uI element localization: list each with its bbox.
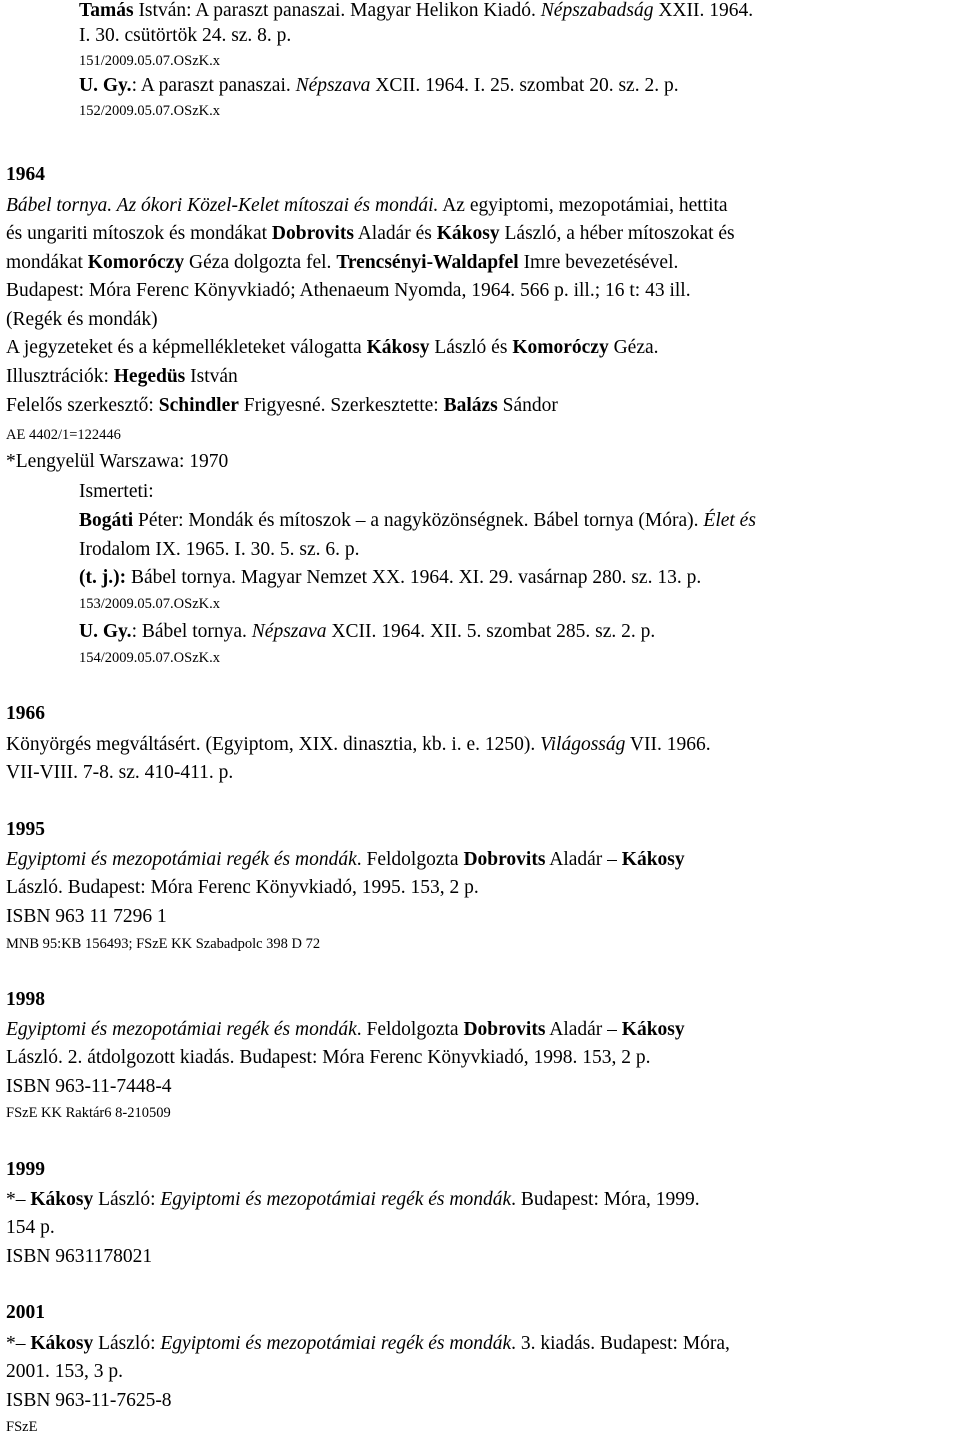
entry-line xyxy=(79,482,154,502)
year-heading xyxy=(6,990,45,1010)
text-run: *Lengyelül Warszawa: 1970 xyxy=(6,451,229,472)
text-run: Géza. xyxy=(608,337,659,358)
text-run: AE 4402/1=122446 xyxy=(6,427,121,443)
bold-text: Kákosy xyxy=(30,1333,94,1354)
text-run: Könyörgés megváltásért. (Egyiptom, XIX. dinasztia, kb. i. e. 1250). xyxy=(6,734,541,755)
text-run: Péter: Mondák és mítoszok – a nagyközönségnek. Bábel tornya (Móra). xyxy=(133,510,704,531)
italic-title: Népszava xyxy=(295,75,371,96)
text-run: 154 p. xyxy=(6,1217,55,1238)
entry-line xyxy=(6,1391,172,1411)
text-run: és ungariti mítoszok és mondákat xyxy=(6,223,272,244)
bold-text: Kákosy xyxy=(366,337,430,358)
bold-text: 1999 xyxy=(6,1159,45,1180)
year-heading xyxy=(6,1160,45,1180)
text-run: István xyxy=(185,366,238,387)
catalog-note xyxy=(6,428,121,443)
text-run: László, a héber mítoszokat és xyxy=(499,223,735,244)
text-run: . 3. kiadás. Budapest: Móra, xyxy=(511,1333,730,1354)
year-heading xyxy=(6,1303,45,1323)
entry-line xyxy=(79,540,360,560)
catalog-note xyxy=(79,651,220,666)
entry-line xyxy=(6,1362,123,1382)
entry-line xyxy=(6,1077,172,1097)
year-heading xyxy=(6,165,45,185)
bold-text: 1966 xyxy=(6,703,45,724)
bold-text: Kákosy xyxy=(30,1189,94,1210)
text-run: *– xyxy=(6,1333,31,1354)
text-run: László: xyxy=(93,1189,161,1210)
catalog-note xyxy=(6,1420,37,1435)
year-heading xyxy=(6,704,45,724)
entry-line xyxy=(6,735,711,755)
italic-title: Világosság xyxy=(540,734,626,755)
entry-line xyxy=(79,76,679,96)
text-run: Sándor xyxy=(497,395,558,416)
italic-title: Egyiptomi és mezopotámiai regék és mondák xyxy=(6,849,357,870)
text-run: : A paraszt panaszai. xyxy=(131,75,296,96)
bold-text: Balázs xyxy=(443,395,498,416)
text-run: Aladár – xyxy=(545,849,622,870)
bold-text: 1998 xyxy=(6,989,45,1010)
text-run: Irodalom IX. 1965. I. 30. 5. sz. 6. p. xyxy=(79,539,360,560)
text-run: Imre bevezetésével. xyxy=(518,252,679,273)
text-run: Bábel tornya. Magyar Nemzet XX. 1964. XI. 29. vasárnap 280. sz. 13. p. xyxy=(126,567,702,588)
bold-text: 1995 xyxy=(6,819,45,840)
text-run: László. 2. átdolgozott kiadás. Budapest: Móra Ferenc Könyvkiadó, 1998. 153, 2 p. xyxy=(6,1047,651,1068)
catalog-note xyxy=(79,104,220,119)
bold-text: Kákosy xyxy=(436,223,500,244)
bold-text: U. Gy. xyxy=(79,75,132,96)
text-run: mondákat xyxy=(6,252,88,273)
catalog-note xyxy=(79,597,220,612)
text-run: Ismerteti: xyxy=(79,481,154,502)
entry-line xyxy=(6,396,558,416)
text-run: 2001. 153, 3 p. xyxy=(6,1361,123,1382)
text-run: László és xyxy=(429,337,513,358)
text-run: Aladár és xyxy=(353,223,437,244)
entry-line xyxy=(79,511,756,531)
text-run: . Budapest: Móra, 1999. xyxy=(511,1189,700,1210)
bold-text: 2001 xyxy=(6,1302,45,1323)
text-run: Géza dolgozta fel. xyxy=(184,252,337,273)
bold-text: Trencsényi-Waldapfel xyxy=(336,252,519,273)
text-run: Aladár – xyxy=(545,1019,622,1040)
text-run: Az egyiptomi, mezopotámiai, hettita xyxy=(438,195,728,216)
text-run: Budapest: Móra Ferenc Könyvkiadó; Athenaeum Nyomda, 1964. 566 p. ill.; 16 t: 43 ill. xyxy=(6,280,691,301)
entry-line xyxy=(6,907,167,927)
entry-line xyxy=(79,568,701,588)
bold-text: 1964 xyxy=(6,164,45,185)
entry-line xyxy=(6,452,228,472)
bold-text: Tamás xyxy=(79,0,134,21)
entry-line xyxy=(6,850,685,870)
text-run: István: A paraszt panaszai. Magyar Helikon Kiadó. xyxy=(133,0,541,21)
bold-text: (t. j.): xyxy=(79,567,127,588)
year-heading xyxy=(6,820,45,840)
text-run: VII. 1966. xyxy=(625,734,711,755)
text-run: VII-VIII. 7-8. sz. 410-411. p. xyxy=(6,762,234,783)
entry-line xyxy=(6,1190,700,1210)
bold-text: Kákosy xyxy=(621,849,685,870)
catalog-note xyxy=(6,1106,171,1121)
text-run: László: xyxy=(93,1333,161,1354)
text-run: : Bábel tornya. xyxy=(131,621,252,642)
italic-title: Népszabadság xyxy=(540,0,654,21)
bold-text: Hegedüs xyxy=(113,366,186,387)
italic-title: Bábel tornya. Az ókori Közel-Kelet mítoszai és mondái. xyxy=(6,195,439,216)
entry-line xyxy=(6,224,735,244)
bold-text: Dobrovits xyxy=(463,1019,546,1040)
text-run: FSzE KK Raktár6 8-210509 xyxy=(6,1105,171,1121)
entry-line xyxy=(6,253,678,273)
text-run: XCII. 1964. XII. 5. szombat 285. sz. 2. p. xyxy=(326,621,656,642)
text-run: 152/2009.05.07.OSzK.x xyxy=(79,103,220,119)
bold-text: Kákosy xyxy=(621,1019,685,1040)
bold-text: Komoróczy xyxy=(512,337,609,358)
italic-title: Népszava xyxy=(251,621,327,642)
text-run: ISBN 963 11 7296 1 xyxy=(6,906,167,927)
catalog-note xyxy=(6,937,320,952)
text-run: 154/2009.05.07.OSzK.x xyxy=(79,650,220,666)
text-run: MNB 95:KB 156493; FSzE KK Szabadpolc 398 D 72 xyxy=(6,936,321,952)
entry-line xyxy=(6,1048,650,1068)
entry-line xyxy=(6,281,691,301)
text-run: Frigyesné. Szerkesztette: xyxy=(238,395,444,416)
entry-line xyxy=(79,26,291,46)
text-run: XXII. 1964. xyxy=(653,0,754,21)
text-run: ISBN 963-11-7625-8 xyxy=(6,1390,172,1411)
text-run: . Feldolgozta xyxy=(356,849,464,870)
entry-line xyxy=(6,878,479,898)
bold-text: Komoróczy xyxy=(87,252,185,273)
entry-line xyxy=(6,196,728,216)
italic-title: Egyiptomi és mezopotámiai regék és mondák xyxy=(160,1189,512,1210)
entry-line xyxy=(6,310,158,330)
entry-line xyxy=(6,1218,55,1238)
italic-title: Egyiptomi és mezopotámiai regék és mondák xyxy=(6,1019,357,1040)
bold-text: Schindler xyxy=(158,395,239,416)
text-run: László. Budapest: Móra Ferenc Könyvkiadó, 1995. 153, 2 p. xyxy=(6,877,479,898)
text-run: ISBN 9631178021 xyxy=(6,1246,153,1267)
text-run: 151/2009.05.07.OSzK.x xyxy=(79,53,220,69)
text-run: XCII. 1964. I. 25. szombat 20. sz. 2. p. xyxy=(370,75,679,96)
italic-title: Egyiptomi és mezopotámiai regék és mondák xyxy=(160,1333,512,1354)
text-run: *– xyxy=(6,1189,31,1210)
entry-line xyxy=(79,622,655,642)
catalog-note xyxy=(79,54,220,69)
bold-text: Dobrovits xyxy=(271,223,354,244)
text-run: . Feldolgozta xyxy=(356,1019,464,1040)
entry-line xyxy=(6,1020,685,1040)
text-run: Felelős szerkesztő: xyxy=(6,395,159,416)
text-run: 153/2009.05.07.OSzK.x xyxy=(79,596,220,612)
bold-text: Bogáti xyxy=(79,510,134,531)
italic-title: Élet és xyxy=(703,510,756,531)
text-run: (Regék és mondák) xyxy=(6,309,158,330)
entry-line xyxy=(6,763,233,783)
text-run: ISBN 963-11-7448-4 xyxy=(6,1076,172,1097)
text-run: I. 30. csütörtök 24. sz. 8. p. xyxy=(79,25,292,46)
text-run: A jegyzeteket és a képmellékleteket válogatta xyxy=(6,337,367,358)
entry-line xyxy=(6,338,659,358)
text-run: FSzE xyxy=(6,1419,38,1435)
entry-line xyxy=(6,1247,152,1267)
text-run: Illusztrációk: xyxy=(6,366,114,387)
bold-text: Dobrovits xyxy=(463,849,546,870)
entry-line xyxy=(6,1334,730,1354)
entry-line xyxy=(79,1,753,21)
entry-line xyxy=(6,367,238,387)
bold-text: U. Gy. xyxy=(79,621,132,642)
